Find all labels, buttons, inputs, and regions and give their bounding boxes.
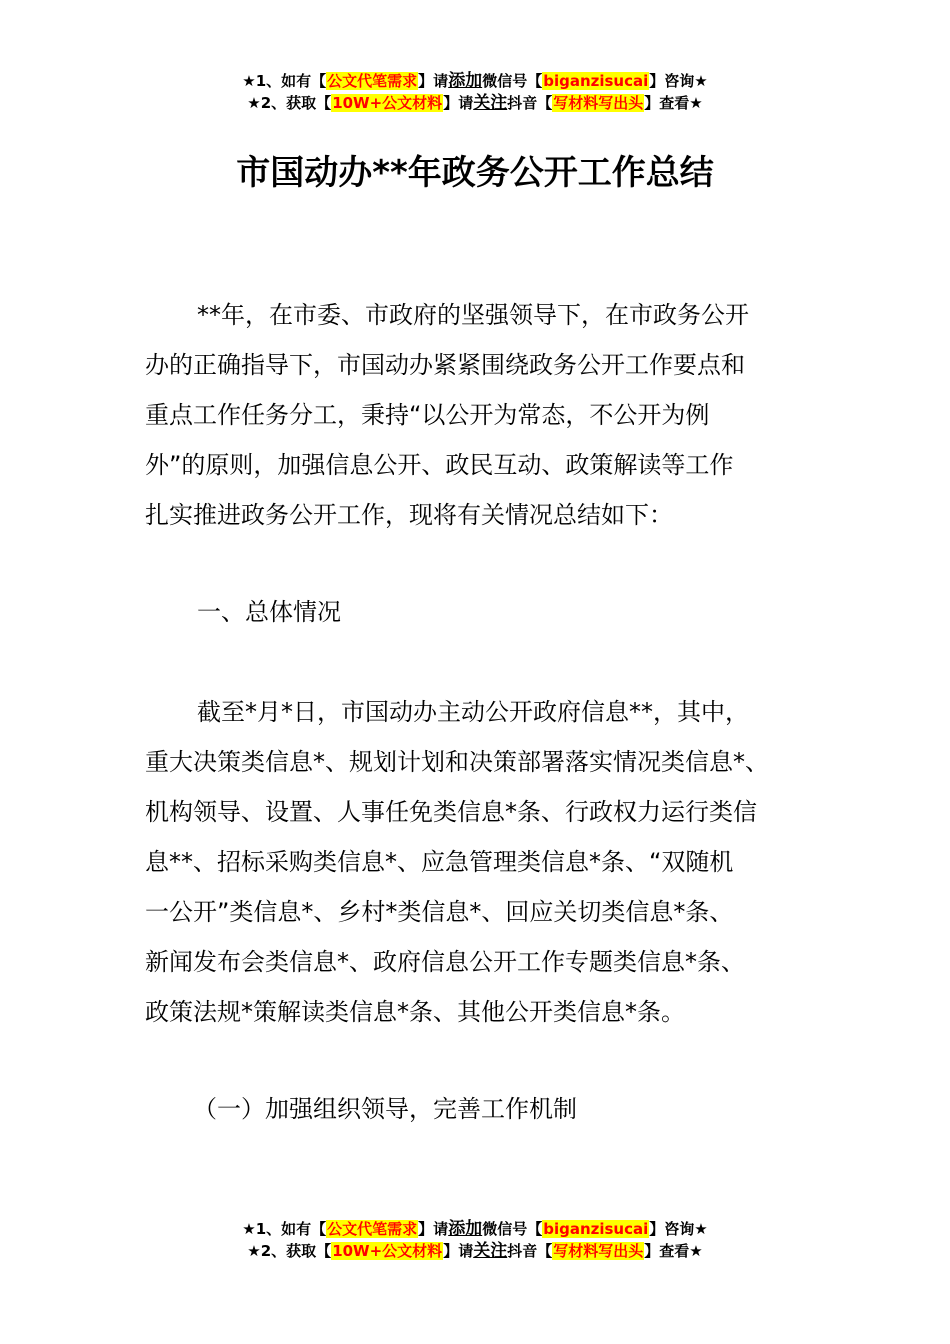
paragraph-line: 截至*月*日，市国动办主动公开政府信息**，其中， (197, 698, 749, 726)
document-title: 市国动办**年政务公开工作总结 (236, 153, 714, 193)
banner-highlight: 公文代笔需求 (327, 1220, 418, 1238)
paragraph-line: 重大决策类信息*、规划计划和决策部署落实情况类信息*、 (145, 748, 769, 776)
banner-douyin-id: 写材料写出头 (553, 94, 644, 112)
paragraph-line: 办的正确指导下，市国动办紧紧围绕政务公开工作要点和 (145, 351, 745, 379)
section-heading: 一、总体情况 (197, 598, 341, 626)
paragraph-line: 机构领导、设置、人事任免类信息*条、行政权力运行类信 (145, 798, 757, 826)
banner-text: 】查看★ (644, 1242, 703, 1260)
banner-text: 】请 (443, 94, 474, 112)
banner-text: ★2、获取【 (247, 1242, 332, 1260)
banner-line-2 (0, 92, 950, 114)
section1-paragraph (145, 687, 810, 1037)
banner-emphasis: 关注 (473, 1241, 508, 1261)
header-banner (0, 70, 950, 114)
banner-text: ★1、如有【 (242, 72, 327, 90)
subsection-heading-wrapper (145, 1084, 810, 1134)
intro-paragraph (145, 290, 810, 540)
banner-douyin-id: 写材料写出头 (553, 1242, 644, 1260)
banner-line-1 (0, 1218, 950, 1240)
banner-text: 微信号【 (482, 1220, 543, 1238)
footer-banner (0, 1218, 950, 1262)
banner-text: 】查看★ (644, 94, 703, 112)
banner-emphasis: 关注 (473, 93, 508, 113)
banner-wechat-id: biganzisucai (543, 1220, 649, 1238)
paragraph-line: 政策法规*策解读类信息*条、其他公开类信息*条。 (145, 998, 685, 1026)
banner-text: 】请 (418, 1220, 449, 1238)
banner-emphasis: 添加 (448, 71, 483, 91)
subsection-heading: （一）加强组织领导，完善工作机制 (193, 1095, 577, 1123)
banner-line-1 (0, 70, 950, 92)
banner-text: ★2、获取【 (247, 94, 332, 112)
banner-highlight: 10W+公文材料 (332, 1242, 443, 1260)
paragraph-line: 重点工作任务分工，秉持“以公开为常态，不公开为例 (145, 401, 710, 429)
banner-wechat-id: biganzisucai (543, 72, 649, 90)
banner-highlight: 10W+公文材料 (332, 94, 443, 112)
paragraph-line: 一公开”类信息*、乡村*类信息*、回应关切类信息*条、 (145, 898, 734, 926)
banner-emphasis: 添加 (448, 1219, 483, 1239)
banner-text: 抖音【 (507, 1242, 553, 1260)
banner-text: 】请 (418, 72, 449, 90)
banner-text: 抖音【 (507, 94, 553, 112)
banner-text: 】咨询★ (649, 1220, 708, 1238)
banner-line-2 (0, 1240, 950, 1262)
paragraph-line: 新闻发布会类信息*、政府信息公开工作专题类信息*条、 (145, 948, 745, 976)
banner-text: 微信号【 (482, 72, 543, 90)
paragraph-line: 扎实推进政务公开工作，现将有关情况总结如下： (145, 501, 673, 529)
section-heading-wrapper (145, 587, 810, 637)
paragraph-line: 息**、招标采购类信息*、应急管理类信息*条、“双随机 (145, 848, 734, 876)
banner-text: 】请 (443, 1242, 474, 1260)
banner-text: 】咨询★ (649, 72, 708, 90)
banner-highlight: 公文代笔需求 (327, 72, 418, 90)
paragraph-line: **年，在市委、市政府的坚强领导下，在市政务公开 (197, 301, 749, 329)
paragraph-line: 外”的原则，加强信息公开、政民互动、政策解读等工作 (145, 451, 734, 479)
banner-text: ★1、如有【 (242, 1220, 327, 1238)
